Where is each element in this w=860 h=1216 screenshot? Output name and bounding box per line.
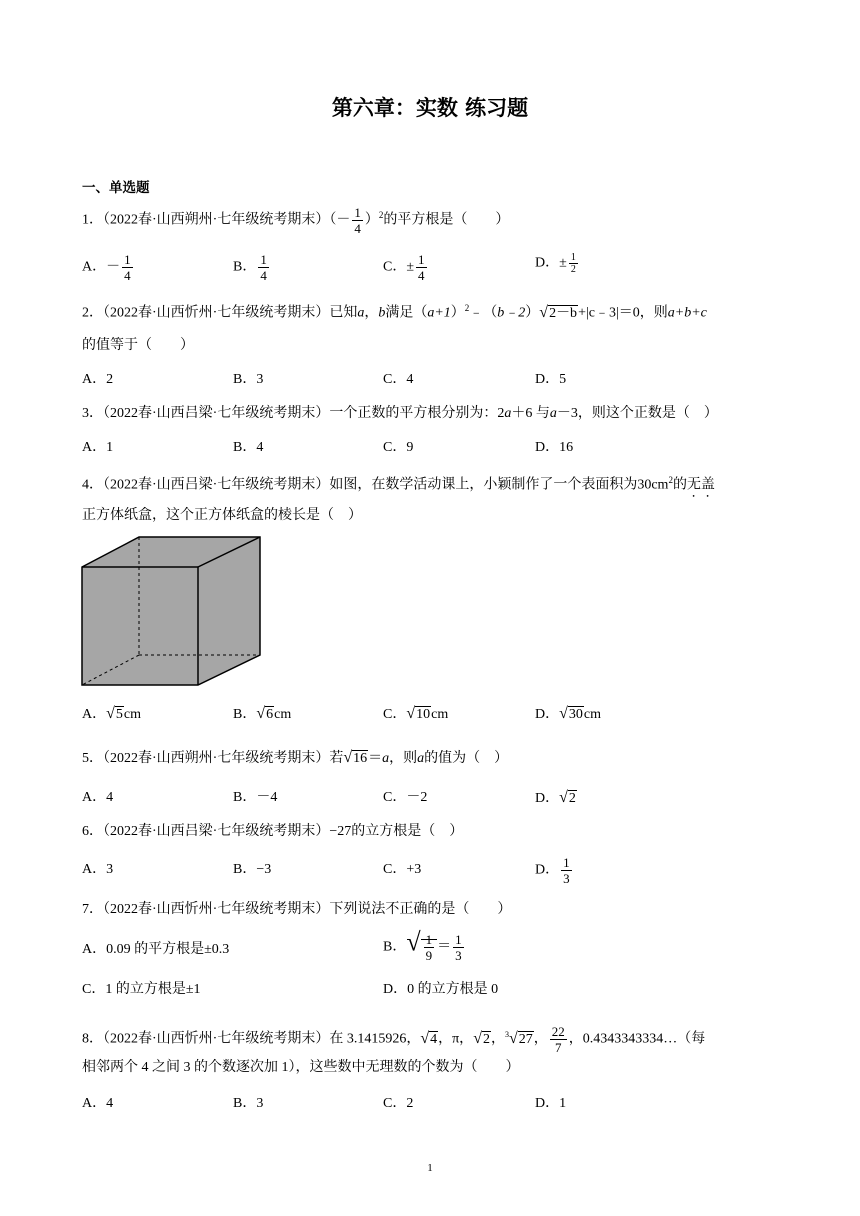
q4-option-c: C．√10cm	[383, 705, 449, 722]
q3-option-b: B．4	[233, 440, 264, 455]
question-4: 4．（2022春·山西吕梁·七年级统考期末）如图，在数学活动课上，小颖制作了一个表面积为$30cm^2$的无盖	[82, 475, 715, 493]
q7-option-d: D．0 的立方根是 0	[383, 982, 499, 997]
q7-option-a: A．0.09 的平方根是±0.3	[82, 942, 230, 957]
q6-option-b: B．−3	[233, 862, 272, 877]
question-2: 2．（2022春·山西忻州·七年级统考期末）已知a，b满足$(a+1)^2﹣(b﹣2)√2-b+|c﹣3|=0$，则a+b+c	[82, 298, 707, 324]
q8-option-b: B．3	[233, 1096, 264, 1111]
question-1: 1．（2022春·山西朔州·七年级统考期末）（－ $\frac{1}{4}$ ）$^2$的平方根是（ ）	[82, 205, 510, 236]
q1-option-b: B． $\frac{1}{4}$	[233, 252, 267, 283]
q7-option-c: C．1 的立方根是±1	[82, 982, 201, 997]
question-4-line-2: 正方体纸盒，这个正方体纸盒的棱长是（ ）	[82, 508, 362, 523]
q5-option-c: C．－2	[383, 790, 428, 805]
q3-option-d: D．16	[535, 440, 574, 455]
q1-option-c: C．± $\frac{1}{4}$	[383, 252, 425, 283]
question-3: 3．（2022春·山西吕梁·七年级统考期末）一个正数的平方根分别为：2a＋6 与a－3，则这个正数是（ ）	[82, 406, 718, 421]
question-2-line-2: 的值等于（ ）	[82, 338, 194, 353]
q4-option-a: A．√5cm	[82, 705, 142, 722]
page-number: 1	[427, 1162, 433, 1174]
q2-option-d: D．5	[535, 372, 567, 387]
q5-option-d: D．√2	[535, 789, 576, 806]
question-8: 8．（2022春·山西忻州·七年级统考期末）在 3.1415926，√4，π，√2，$^3$√27， $\frac{22}{7}$ ，0.4343343334…（每	[82, 1024, 706, 1055]
q2-option-a: A．2	[82, 372, 114, 387]
q5-option-b: B．－4	[233, 790, 278, 805]
q4-option-d: D．√30cm	[535, 705, 602, 722]
q6-option-c: C．+3	[383, 862, 422, 877]
q8-option-d: D．1	[535, 1096, 567, 1111]
fraction: $\frac{1}{4}$	[354, 205, 361, 236]
q8-option-a: A．4	[82, 1096, 114, 1111]
question-5: 5．（2022春·山西朔州·七年级统考期末）若√16＝a，则a的值为（ ）	[82, 749, 509, 766]
question-7: 7．（2022春·山西忻州·七年级统考期末）下列说法不正确的是（ ）	[82, 902, 512, 917]
question-6: 6．（2022春·山西吕梁·七年级统考期末）−27的立方根是（ ）	[82, 824, 464, 839]
q2-option-b: B．3	[233, 372, 264, 387]
q3-option-c: C．9	[383, 440, 414, 455]
q4-option-b: B．√6cm	[233, 705, 292, 722]
question-8-line-2: 相邻两个 4 之间 3 的个数逐次加 1），这些数中无理数的个数为（ ）	[82, 1060, 520, 1075]
q6-option-a: A．3	[82, 862, 114, 877]
page-title: 第六章：实数 练习题	[331, 96, 529, 120]
square-root: √2－b	[539, 303, 578, 321]
q5-option-a: A．4	[82, 790, 114, 805]
q8-option-c: C．2	[383, 1096, 414, 1111]
q6-option-d: D． $\frac{1}{3}$	[535, 855, 570, 886]
q1-option-a: A．－ $\frac{1}{4}$	[82, 252, 131, 283]
q2-option-c: C．4	[383, 372, 414, 387]
section-heading: 一、单选题	[82, 180, 150, 196]
q7-option-b: B．√ $\frac{1}{9}$ ＝ $\frac{1}{3}$	[383, 927, 462, 963]
q3-option-a: A．1	[82, 440, 114, 455]
cube-figure	[80, 535, 262, 687]
q1-option-d: D．± $\frac{1}{2}$	[535, 252, 576, 275]
